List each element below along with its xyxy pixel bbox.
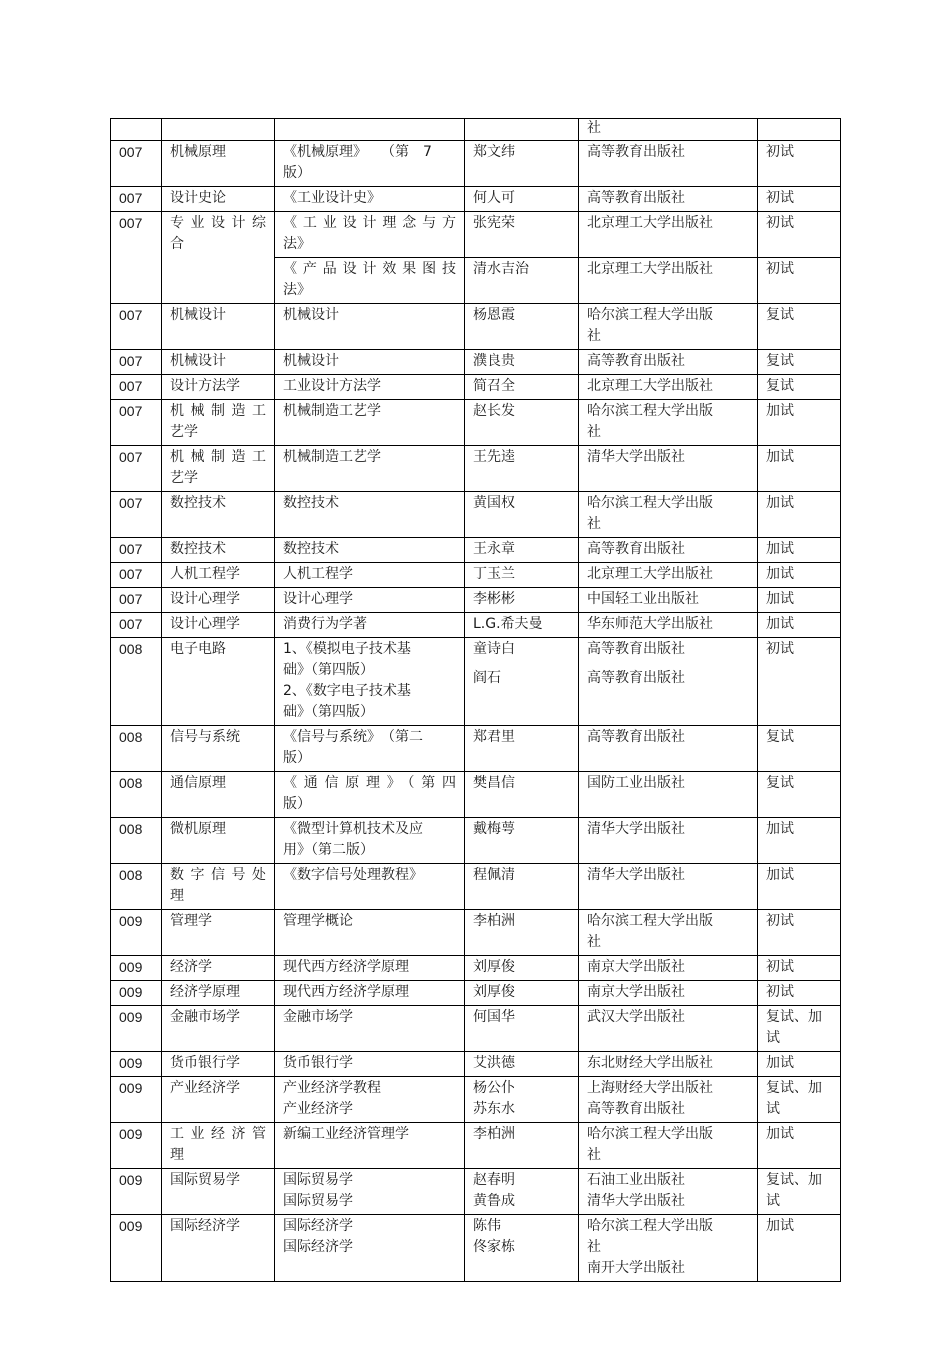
subject-cell: 数控技术 — [162, 538, 275, 563]
subject-cell: 机械制造工 艺学 — [162, 446, 275, 492]
code-cell: 008 — [111, 638, 162, 726]
author-cell: 王先逵 — [465, 446, 579, 492]
publisher-cell: 华东师范大学出版社 — [579, 613, 758, 638]
author-cell: 李彬彬 — [465, 588, 579, 613]
publisher-cell: 哈尔滨工程大学出版 社 — [579, 1123, 758, 1169]
author-cell: 何国华 — [465, 1006, 579, 1052]
type-cell: 加试 — [758, 446, 841, 492]
table-row — [111, 1006, 841, 1052]
author-cell: 濮良贵 — [465, 350, 579, 375]
book-cell — [275, 119, 465, 141]
type-cell: 初试 — [758, 187, 841, 212]
type-cell: 复试、加 试 — [758, 1169, 841, 1215]
author-cell: 樊昌信 — [465, 772, 579, 818]
publisher-cell: 高等教育出版社 — [579, 187, 758, 212]
subject-cell: 机械原理 — [162, 141, 275, 187]
code-cell: 007 — [111, 304, 162, 350]
author-cell: 戴梅萼 — [465, 818, 579, 864]
publisher-cell: 南京大学出版社 — [579, 981, 758, 1006]
publisher-cell: 哈尔滨工程大学出版 社 — [579, 492, 758, 538]
publisher-cell: 清华大学出版社 — [579, 446, 758, 492]
book-cell: 数控技术 — [275, 538, 465, 563]
publisher-cell: 东北财经大学出版社 — [579, 1052, 758, 1077]
code-cell — [111, 119, 162, 141]
publisher-cell: 哈尔滨工程大学出版 社 南开大学出版社 — [579, 1215, 758, 1282]
type-cell: 初试 — [758, 258, 841, 304]
table-row — [111, 818, 841, 864]
table-row — [111, 613, 841, 638]
subject-cell: 管理学 — [162, 910, 275, 956]
table-row — [111, 187, 841, 212]
table-row — [111, 375, 841, 400]
book-cell: 设计心理学 — [275, 588, 465, 613]
table-row — [111, 119, 841, 141]
type-cell: 复试、加 试 — [758, 1077, 841, 1123]
author-cell: 李柏洲 — [465, 1123, 579, 1169]
author-cell: 王永章 — [465, 538, 579, 563]
subject-cell: 机械设计 — [162, 304, 275, 350]
type-cell: 加试 — [758, 588, 841, 613]
code-cell: 008 — [111, 726, 162, 772]
code-cell: 007 — [111, 588, 162, 613]
author-cell: 杨恩霞 — [465, 304, 579, 350]
book-cell: 《产品设计效果图技 法》 — [275, 258, 465, 304]
code-cell: 009 — [111, 1169, 162, 1215]
subject-cell: 货币银行学 — [162, 1052, 275, 1077]
type-cell: 初试 — [758, 910, 841, 956]
code-cell: 008 — [111, 818, 162, 864]
author-cell: 清水吉治 — [465, 258, 579, 304]
publisher-cell: 清华大学出版社 — [579, 864, 758, 910]
type-cell: 复试 — [758, 304, 841, 350]
publisher-cell: 高等教育出版社 — [579, 538, 758, 563]
author-cell: 简召全 — [465, 375, 579, 400]
subject-cell: 微机原理 — [162, 818, 275, 864]
type-cell: 加试 — [758, 818, 841, 864]
author-cell: 杨公仆 苏东水 — [465, 1077, 579, 1123]
type-cell: 复试 — [758, 772, 841, 818]
code-cell: 008 — [111, 772, 162, 818]
type-cell: 加试 — [758, 1123, 841, 1169]
type-cell: 初试 — [758, 956, 841, 981]
author-cell: 陈伟 佟家栋 — [465, 1215, 579, 1282]
table-row — [111, 726, 841, 772]
subject-cell: 数控技术 — [162, 492, 275, 538]
author-cell — [465, 119, 579, 141]
table-row — [111, 956, 841, 981]
code-cell: 007 — [111, 212, 162, 304]
table-row — [111, 1123, 841, 1169]
code-cell: 007 — [111, 141, 162, 187]
subject-cell: 国际经济学 — [162, 1215, 275, 1282]
subject-cell: 产业经济学 — [162, 1077, 275, 1123]
book-cell: 《数字信号处理教程》 — [275, 864, 465, 910]
code-cell: 007 — [111, 492, 162, 538]
publisher-cell: 中国轻工业出版社 — [579, 588, 758, 613]
book-cell: 机械制造工艺学 — [275, 446, 465, 492]
author-cell: 李柏洲 — [465, 910, 579, 956]
book-cell: 《信号与系统》 （第二 版） — [275, 726, 465, 772]
type-cell: 初试 — [758, 141, 841, 187]
table-row — [111, 400, 841, 446]
table-row — [111, 350, 841, 375]
table-row — [111, 141, 841, 187]
code-cell: 009 — [111, 1215, 162, 1282]
type-cell — [758, 119, 841, 141]
type-cell: 加试 — [758, 1052, 841, 1077]
code-cell: 009 — [111, 981, 162, 1006]
textbook-table — [110, 118, 841, 1282]
author-cell: 郑君里 — [465, 726, 579, 772]
code-cell: 007 — [111, 350, 162, 375]
book-cell: 现代西方经济学原理 — [275, 956, 465, 981]
table-row — [111, 638, 841, 726]
table-row — [111, 981, 841, 1006]
table-row — [111, 910, 841, 956]
code-cell: 009 — [111, 1006, 162, 1052]
code-cell: 009 — [111, 956, 162, 981]
book-cell: 金融市场学 — [275, 1006, 465, 1052]
book-cell: 《机械原理》 （第 7 版） — [275, 141, 465, 187]
type-cell: 初试 — [758, 638, 841, 726]
publisher-cell: 高等教育出版社 — [579, 141, 758, 187]
type-cell: 加试 — [758, 613, 841, 638]
book-cell: 货币银行学 — [275, 1052, 465, 1077]
book-cell: 《通信原理》（第四 版） — [275, 772, 465, 818]
author-cell: 刘厚俊 — [465, 956, 579, 981]
publisher-cell: 哈尔滨工程大学出版 社 — [579, 304, 758, 350]
publisher-cell: 哈尔滨工程大学出版 社 — [579, 400, 758, 446]
subject-cell: 信号与系统 — [162, 726, 275, 772]
table-row — [111, 538, 841, 563]
author-cell: 赵春明 黄鲁成 — [465, 1169, 579, 1215]
type-cell: 初试 — [758, 981, 841, 1006]
publisher-cell: 南京大学出版社 — [579, 956, 758, 981]
type-cell: 加试 — [758, 492, 841, 538]
table-row — [111, 304, 841, 350]
publisher-cell: 北京理工大学出版社 — [579, 375, 758, 400]
book-cell: 机械制造工艺学 — [275, 400, 465, 446]
author-cell: 程佩清 — [465, 864, 579, 910]
subject-cell: 设计心理学 — [162, 613, 275, 638]
book-cell: 机械设计 — [275, 350, 465, 375]
type-cell: 复试 — [758, 375, 841, 400]
book-cell: 新编工业经济管理学 — [275, 1123, 465, 1169]
author-cell: 童诗白 阎石 — [465, 638, 579, 726]
publisher-cell: 清华大学出版社 — [579, 818, 758, 864]
table-row — [111, 212, 841, 258]
publisher-cell: 石油工业出版社 清华大学出版社 — [579, 1169, 758, 1215]
book-cell: 产业经济学教程 产业经济学 — [275, 1077, 465, 1123]
author-cell: 张宪荣 — [465, 212, 579, 258]
code-cell: 007 — [111, 563, 162, 588]
type-cell: 加试 — [758, 1215, 841, 1282]
author-cell: 黄国权 — [465, 492, 579, 538]
code-cell: 009 — [111, 1077, 162, 1123]
subject-cell: 专业设计综 合 — [162, 212, 275, 304]
subject-cell: 设计心理学 — [162, 588, 275, 613]
table-row — [111, 446, 841, 492]
table-row — [111, 1077, 841, 1123]
table-row — [111, 492, 841, 538]
type-cell: 加试 — [758, 864, 841, 910]
table-row — [111, 563, 841, 588]
book-cell: 国际贸易学 国际贸易学 — [275, 1169, 465, 1215]
code-cell: 007 — [111, 538, 162, 563]
table-row — [111, 772, 841, 818]
book-cell: 1、《模拟电子技术基 础》（第四版） 2、《数字电子技术基 础》（第四版） — [275, 638, 465, 726]
book-cell: 管理学概论 — [275, 910, 465, 956]
subject-cell: 经济学 — [162, 956, 275, 981]
code-cell: 008 — [111, 864, 162, 910]
type-cell: 初试 — [758, 212, 841, 258]
author-cell: 何人可 — [465, 187, 579, 212]
book-cell: 现代西方经济学原理 — [275, 981, 465, 1006]
subject-cell: 人机工程学 — [162, 563, 275, 588]
subject-cell: 机械设计 — [162, 350, 275, 375]
publisher-cell: 北京理工大学出版社 — [579, 563, 758, 588]
author-cell: 丁玉兰 — [465, 563, 579, 588]
subject-cell: 工业经济管 理 — [162, 1123, 275, 1169]
table-row — [111, 1169, 841, 1215]
code-cell: 007 — [111, 446, 162, 492]
subject-cell: 通信原理 — [162, 772, 275, 818]
author-cell: L.G.希夫曼 — [465, 613, 579, 638]
table-row — [111, 588, 841, 613]
subject-cell: 机械制造工 艺学 — [162, 400, 275, 446]
book-cell: 消费行为学著 — [275, 613, 465, 638]
type-cell: 复试 — [758, 350, 841, 375]
type-cell: 复试 — [758, 726, 841, 772]
book-cell: 数控技术 — [275, 492, 465, 538]
subject-cell: 设计方法学 — [162, 375, 275, 400]
publisher-cell: 上海财经大学出版社 高等教育出版社 — [579, 1077, 758, 1123]
code-cell: 009 — [111, 910, 162, 956]
code-cell: 007 — [111, 613, 162, 638]
code-cell: 009 — [111, 1052, 162, 1077]
book-cell: 工业设计方法学 — [275, 375, 465, 400]
subject-cell — [162, 119, 275, 141]
code-cell: 007 — [111, 375, 162, 400]
subject-cell: 国际贸易学 — [162, 1169, 275, 1215]
author-cell: 刘厚俊 — [465, 981, 579, 1006]
publisher-cell: 国防工业出版社 — [579, 772, 758, 818]
author-cell: 赵长发 — [465, 400, 579, 446]
code-cell: 007 — [111, 187, 162, 212]
book-cell: 机械设计 — [275, 304, 465, 350]
subject-cell: 数字信号处 理 — [162, 864, 275, 910]
table-row — [111, 864, 841, 910]
publisher-cell: 北京理工大学出版社 — [579, 258, 758, 304]
table-row — [111, 1052, 841, 1077]
type-cell: 加试 — [758, 400, 841, 446]
subject-cell: 金融市场学 — [162, 1006, 275, 1052]
subject-cell: 经济学原理 — [162, 981, 275, 1006]
table-row — [111, 1215, 841, 1282]
publisher-cell: 高等教育出版社 — [579, 350, 758, 375]
type-cell: 加试 — [758, 563, 841, 588]
subject-cell: 设计史论 — [162, 187, 275, 212]
subject-cell: 电子电路 — [162, 638, 275, 726]
publisher-cell: 哈尔滨工程大学出版 社 — [579, 910, 758, 956]
author-cell: 艾洪德 — [465, 1052, 579, 1077]
code-cell: 009 — [111, 1123, 162, 1169]
publisher-cell: 社 — [579, 119, 758, 141]
book-cell: 国际经济学 国际经济学 — [275, 1215, 465, 1282]
code-cell: 007 — [111, 400, 162, 446]
author-cell: 郑文纬 — [465, 141, 579, 187]
publisher-cell: 高等教育出版社 — [579, 726, 758, 772]
book-cell: 《工业设计理念与方 法》 — [275, 212, 465, 258]
book-cell: 《工业设计史》 — [275, 187, 465, 212]
publisher-cell: 北京理工大学出版社 — [579, 212, 758, 258]
publisher-cell: 武汉大学出版社 — [579, 1006, 758, 1052]
type-cell: 加试 — [758, 538, 841, 563]
type-cell: 复试、加 试 — [758, 1006, 841, 1052]
book-cell: 《微型计算机技术及应 用》（第二版） — [275, 818, 465, 864]
book-cell: 人机工程学 — [275, 563, 465, 588]
publisher-cell: 高等教育出版社 高等教育出版社 — [579, 638, 758, 726]
